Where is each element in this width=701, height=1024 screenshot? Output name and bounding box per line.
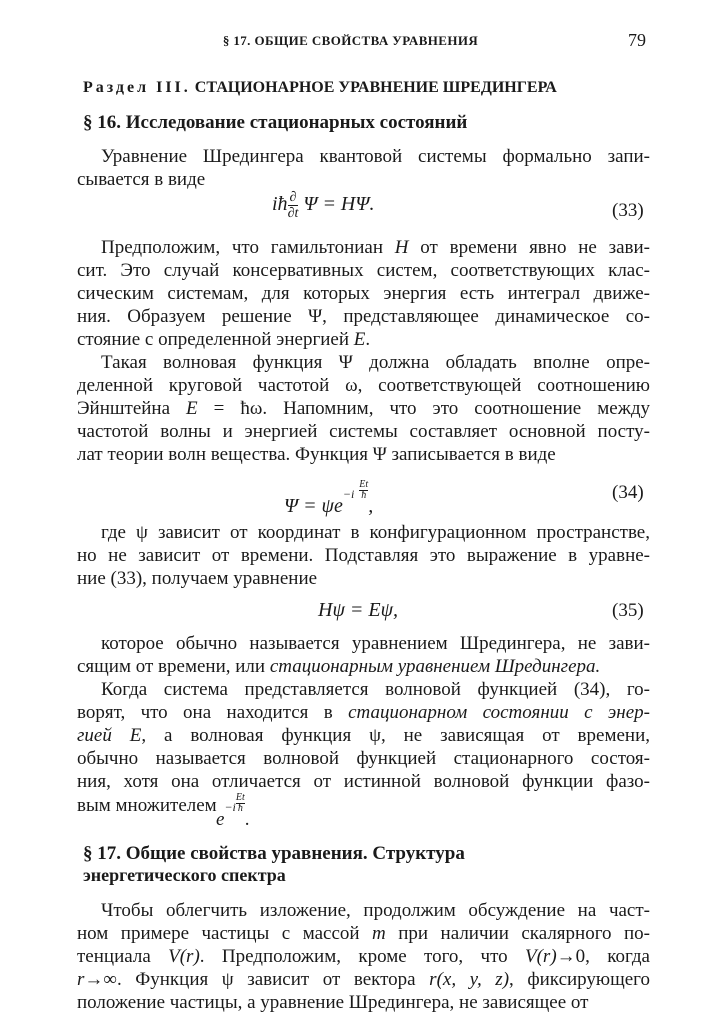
- text-line: [77, 725, 650, 747]
- text-line: сывается в виде: [77, 169, 206, 190]
- italic-segment: r(x, y, z): [429, 969, 510, 990]
- text-line: положение частицы, а уравнение Шредингера, не зависящее от: [77, 992, 589, 1013]
- text-segment: ворят, что она находится в: [77, 702, 349, 723]
- text-line: где ψ зависит от координат в конфигурационном пространстве,: [101, 522, 650, 543]
- text-segment: при наличии скалярного по-: [385, 923, 650, 944]
- italic-segment: H: [394, 237, 409, 258]
- text-segment: = ħω. Напомним, что это соотношение между: [197, 398, 650, 419]
- text-segment: Предположим, что гамильтониан: [101, 237, 395, 258]
- text-segment: →∞. Функция ψ зависит от вектора: [84, 969, 430, 990]
- text-segment: от времени явно не зави-: [408, 237, 650, 258]
- text-line: [77, 398, 650, 420]
- eq33-derivative: [288, 190, 299, 221]
- equation-33: [272, 190, 374, 221]
- eq34-exp-frac: [359, 480, 368, 501]
- text-line: но не зависит от времени. Подставляя это выражение в уравне-: [77, 545, 650, 566]
- italic-segment: стационарным уравнением Шредингера.: [269, 656, 601, 677]
- text-line: деленной круговой частотой ω, соответствующей соотношению: [77, 375, 650, 396]
- italic-segment: V(r): [525, 946, 557, 967]
- italic-segment: m: [372, 923, 386, 944]
- text-line: Уравнение Шредингера квантовой системы формально запи-: [101, 146, 650, 167]
- eq34-tail: ,: [368, 495, 374, 517]
- part-title: СТАЦИОНАРНОЕ УРАВНЕНИЕ ШРЕДИНГЕРА: [194, 79, 557, 96]
- eq33-frac-den: ∂t: [287, 206, 299, 221]
- phase-exp-num: Et: [235, 792, 245, 803]
- eq34-lhs: Ψ = ψe: [284, 495, 343, 517]
- text-line: сит. Это случай консервативных систем, соответствующих клас-: [77, 260, 650, 281]
- eq34-exp-num: Et: [359, 479, 369, 490]
- text-line: [101, 237, 650, 259]
- text-line: частотой волны и энергией системы составляет основной посту-: [77, 421, 650, 442]
- text-segment: тенциала: [77, 946, 169, 967]
- section-16-heading: § 16. Исследование стационарных состояний: [83, 112, 468, 133]
- phase-factor: [216, 793, 250, 831]
- eq34-exp-den: ħ: [361, 490, 367, 501]
- italic-segment: V(r): [168, 946, 200, 967]
- text-line: ние (33), получаем уравнение: [77, 568, 318, 589]
- eq33-frac-num: ∂: [289, 190, 297, 205]
- italic-segment: гией E: [77, 725, 142, 746]
- equation-35: Hψ = Eψ,: [318, 599, 398, 621]
- part-heading: [83, 79, 557, 97]
- text-line: сическим системам, для которых энергия есть интеграл движе-: [77, 283, 650, 304]
- section-17-heading-line1: § 17. Общие свойства уравнения. Структура: [83, 843, 465, 864]
- text-line: [77, 923, 650, 945]
- text-segment: .: [365, 329, 371, 350]
- text-line: ния. Образуем решение Ψ, представляющее динамическое со-: [77, 306, 650, 327]
- phase-base: e: [216, 809, 225, 830]
- phase-tail: .: [244, 809, 250, 830]
- equation-34: [284, 480, 373, 518]
- text-line: Когда система представляется волновой функцией (34), го-: [101, 679, 650, 700]
- text-line: [77, 329, 650, 351]
- text-segment: , фиксирующего: [509, 969, 650, 990]
- text-line: Такая волновая функция Ψ должна обладать вполне опре-: [101, 352, 650, 373]
- text-line: обычно называется волновой функцией стационарного состоя-: [77, 748, 650, 769]
- equation-35-number: (35): [612, 600, 644, 621]
- text-line: [77, 656, 650, 678]
- text-segment: стояние с определенной энергией: [77, 329, 354, 350]
- phase-exp: −i: [224, 800, 236, 814]
- text-segment: Эйнштейна: [77, 398, 187, 419]
- italic-segment: E: [353, 329, 366, 350]
- text-line: Чтобы облегчить изложение, продолжим обсуждение на част-: [101, 900, 650, 921]
- text-segment: . Предположим, кроме того, что: [199, 946, 525, 967]
- text-line: ния, хотя она отличается от истинной волновой функции фазо-: [77, 771, 650, 792]
- part-label: Раздел III.: [83, 79, 191, 96]
- italic-segment: r: [77, 969, 85, 990]
- text-line: вым множителем: [77, 795, 217, 816]
- running-header: § 17. ОБЩИЕ СВОЙСТВА УРАВНЕНИЯ: [222, 33, 479, 48]
- italic-segment: стационарном состоянии с энер-: [348, 702, 650, 723]
- text-segment: →0, когда: [556, 946, 650, 967]
- eq33-lhs: iħ: [272, 193, 288, 216]
- eq33-rhs: Ψ = HΨ.: [303, 193, 375, 216]
- text-line: [77, 969, 650, 991]
- text-line: [77, 946, 650, 968]
- text-line: которое обычно называется уравнением Шредингера, не зави-: [101, 633, 650, 654]
- text-segment: , а волновая функция ψ, не зависящая от времени,: [141, 725, 650, 746]
- phase-exp-frac: [236, 793, 245, 814]
- text-line: лат теории волн вещества. Функция Ψ записывается в виде: [77, 444, 556, 465]
- text-line: [77, 702, 650, 724]
- eq34-exp: −i: [342, 487, 355, 501]
- italic-segment: E: [186, 398, 198, 419]
- text-segment: сящим от времени, или: [77, 656, 270, 677]
- section-17-heading-line2: энергетического спектра: [83, 865, 286, 885]
- text-segment: ном примере частицы с массой: [77, 923, 373, 944]
- equation-34-number: (34): [612, 482, 644, 503]
- page-number: 79: [628, 30, 646, 50]
- phase-exp-den: ħ: [237, 803, 243, 814]
- equation-33-number: (33): [612, 200, 644, 221]
